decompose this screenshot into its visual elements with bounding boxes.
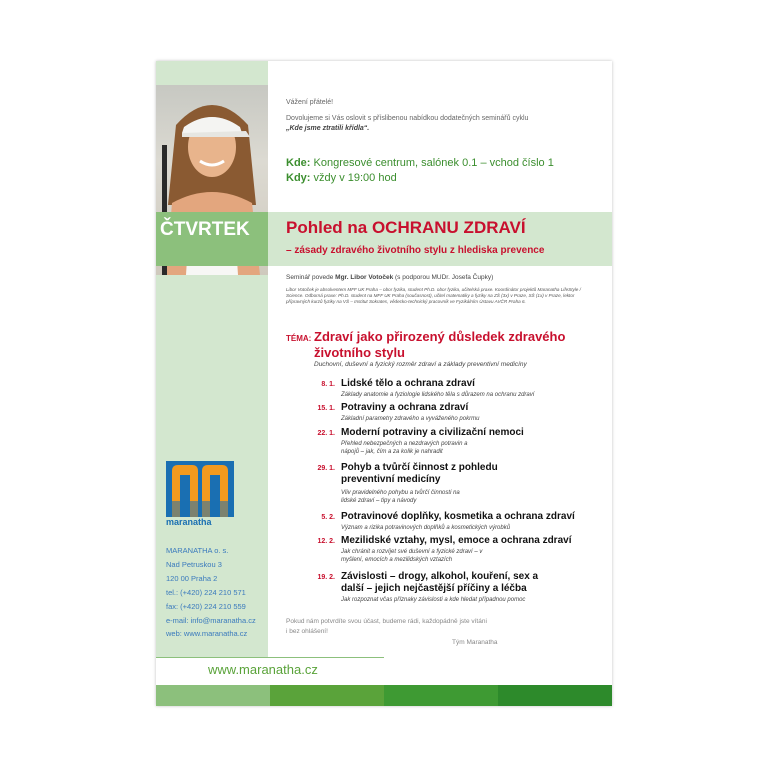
day-label: ČTVRTEK [160,219,250,240]
session-desc: Základy anatomie a fyziologie lidského těla s důrazem na ochranu zdraví [341,392,535,398]
session-desc: Přehled nebezpečných a nezdravých potravin a nápojů – jak, čím a za kolik je nahradit [341,441,468,455]
session-title: Mezilidské vztahy, mysl, emoce a ochrana zdraví [341,535,572,546]
session-desc: Vliv pravidelného pohybu a tvůrčí činnosti na lidské zdraví – tipy a návody [341,490,460,504]
salutation: Vážení přátelé! [286,99,334,106]
session-date: 22. 1. [317,430,335,437]
session-title: Potravinové doplňky, kosmetika a ochrana zdraví [341,511,575,522]
session-desc: Jak rozpoznat včas příznaky závislosti a kde hledat případnou pomoc [341,597,526,603]
signature: Tým Maranatha [452,639,498,646]
session-desc: Význam a rizika potravinových doplňků a kosmetických výrobků [341,525,511,531]
org-city: 120 00 Praha 2 [166,574,218,583]
when-label: Kdy: [286,172,311,184]
session-title: Moderní potraviny a civilizační nemoci [341,427,524,438]
intro-text: Dovolujeme si Vás oslovit s příslibenou nabídkou dodatečných seminářů cyklu [286,115,529,122]
tema-title: Zdraví jako přirozený důsledek zdravého životního stylu [314,329,566,360]
closing-line-1: Pokud nám potvrdíte svou účast, budeme rádi, každopádně jste vítáni [286,618,487,625]
org-email[interactable]: e-mail: info@maranatha.cz [166,616,256,625]
footer-bar [384,685,498,706]
org-web[interactable]: web: www.maranatha.cz [166,629,248,638]
when-line [286,172,397,184]
maranatha-logo [166,461,234,517]
session-title: Potraviny a ochrana zdraví [341,402,469,413]
main-subtitle: – zásady zdravého životního stylu z hlediska prevence [286,245,545,256]
session-title: Pohyb a tvůrčí činnost z pohledu preventivní medicíny [341,462,498,485]
where-label: Kde: [286,157,311,169]
footer-bar [156,685,270,706]
logo-wordmark: maranatha [166,517,212,527]
lecturer-prefix: Seminář povede [286,274,334,281]
session-date: 12. 2. [317,538,335,545]
lecturer-suffix: (s podporou MUDr. Josefa Čupky) [395,274,494,281]
tema-label: TÉMA: [286,334,312,343]
session-date: 15. 1. [317,405,335,412]
org-street: Nad Petruskou 3 [166,560,222,569]
where-line [286,157,554,169]
org-tel: tel.: (+420) 224 210 571 [166,588,246,597]
org-fax: fax: (+420) 224 210 559 [166,602,246,611]
when-value: vždy v 19:00 hod [313,172,397,184]
lecturer-line [286,274,493,281]
lecturer-bio: Libor Votoček je absolventem MFF UK Praha – obor fyzika, student Ph.D. obor fyzika, učitelská praxe. Koordinátor projektů Maranatha LifeStyle / Science. Odborná praxe: Ph.D. student na MFF UK Praha (současnost), učitel matematiky a fyziky na ZŠ (3x) v Praze, SŠ (1x) v Praze, lektor přípravných kurzů fyziky na VŠ – Institut Sokrates, vědecko-technický pracovník ve Fyzikálním Ústavu AVČR Praha 6. [286,287,581,305]
session-desc: Jak chránit a rozvíjet své duševní a fyzické zdraví – v myšlení, emocích a mezilidských vztazích [341,549,483,563]
where-value: Kongresové centrum, salónek 0.1 – vchod číslo 1 [313,157,554,169]
session-date: 8. 1. [321,381,335,388]
session-date: 19. 2. [317,574,335,581]
tema-subtitle: Duchovní, duševní a fyzický rozměr zdraví a základy preventivní medicíny [314,361,527,368]
footer-bar [498,685,612,706]
session-date: 5. 2. [321,514,335,521]
session-date: 29. 1. [317,465,335,472]
footer-url[interactable]: www.maranatha.cz [208,662,318,677]
lecturer-name: Mgr. Libor Votoček [335,274,394,281]
session-desc: Základní parametry zdravého a vyváženého pokrmu [341,416,480,422]
main-title: Pohled na OCHRANU ZDRAVÍ [286,218,526,237]
org-name: MARANATHA o. s. [166,546,229,555]
flyer-page [156,61,612,706]
closing-line-2: i bez ohlášení! [286,628,328,635]
session-title: Závislosti – drogy, alkohol, kouření, sex a další – jejich nejčastější příčiny a léčba [341,571,539,594]
cycle-name: „Kde jsme ztratili křídla“. [286,125,370,132]
footer-bar [270,685,384,706]
session-title: Lidské tělo a ochrana zdraví [341,378,475,389]
divider [156,657,384,658]
